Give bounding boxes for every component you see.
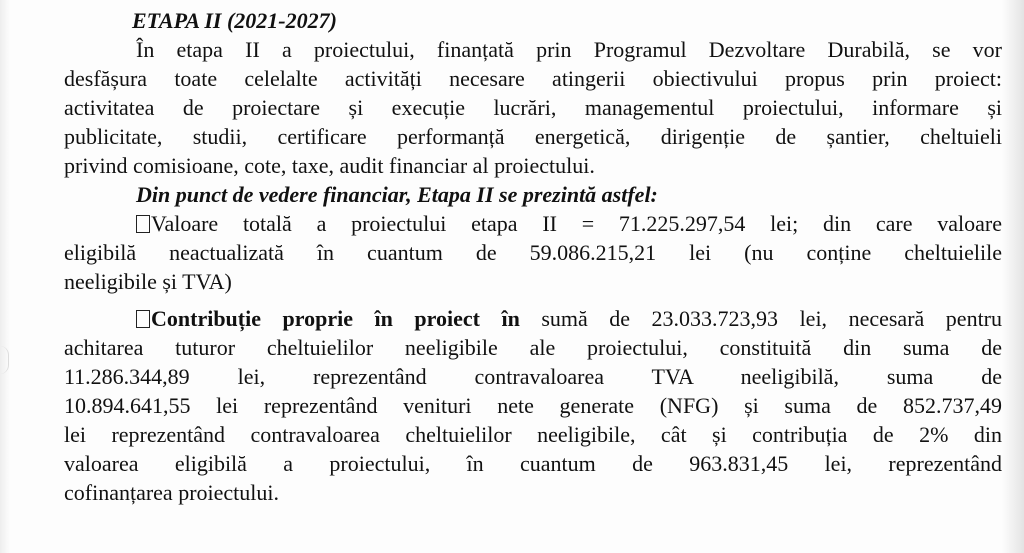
item1-line: eligibilă neactualizată în cuantum de 59.086.215,21 lei (nu conține cheltuielile xyxy=(64,240,1002,265)
paragraph-line: publicitate, studii, certificare performanță energetică, dirigenție de șantier, cheltuieli xyxy=(64,124,1002,149)
item2-line: lei reprezentând contravaloarea cheltuielilor neeligibile, cât și contribuția de 2% din xyxy=(64,422,1002,447)
item1-line: neeligibile și TVA) xyxy=(64,269,232,294)
item2-line: achitarea tuturor cheltuielilor neeligibile ale proiectului, constituită din suma de xyxy=(64,335,1002,360)
scan-shadow-right xyxy=(1002,0,1024,553)
checkbox-square-icon xyxy=(136,310,150,328)
checkbox-square-icon xyxy=(136,215,150,233)
item2-line: cofinanțarea proiectului. xyxy=(64,480,280,505)
item2-line xyxy=(64,304,1002,333)
paragraph-line: activitatea de proiectare și execuție lucrări, managementul proiectului, informare și xyxy=(64,95,1002,120)
item2-line: valoarea eligibilă a proiectului, în cuantum de 963.831,45 lei, reprezentând xyxy=(64,451,1002,476)
item1-text: Valoare totală a proiectului etapa II = 71.225.297,54 lei; din care valoare xyxy=(151,211,1002,236)
paragraph-line: desfășura toate celelalte activități necesare atingerii obiectivului propus prin proiect: xyxy=(64,66,1002,91)
item2-text: sumă de 23.033.723,93 lei, necesară pentru xyxy=(519,306,1003,331)
item2-line: 10.894.641,55 lei reprezentând venituri nete generate (NFG) și suma de 852.737,49 xyxy=(64,393,1002,418)
item2-bold-text: Contribuție proprie în proiect în xyxy=(151,306,520,331)
paragraph-line: privind comisioane, cote, taxe, audit financiar al proiectului. xyxy=(64,153,595,178)
item2-line: 11.286.344,89 lei, reprezentând contravaloarea TVA neeligibilă, suma de xyxy=(64,364,1002,389)
item1-line xyxy=(64,209,1002,238)
financial-subheading: Din punct de vedere financiar, Etapa II se prezintă astfel: xyxy=(136,182,658,207)
section-heading: ETAPA II (2021-2027) xyxy=(132,8,337,33)
scan-shadow-left xyxy=(0,0,10,553)
paragraph-line: În etapa II a proiectului, finanțată prin Programul Dezvoltare Durabilă, se vor xyxy=(136,37,1002,62)
document-content xyxy=(64,6,1002,507)
